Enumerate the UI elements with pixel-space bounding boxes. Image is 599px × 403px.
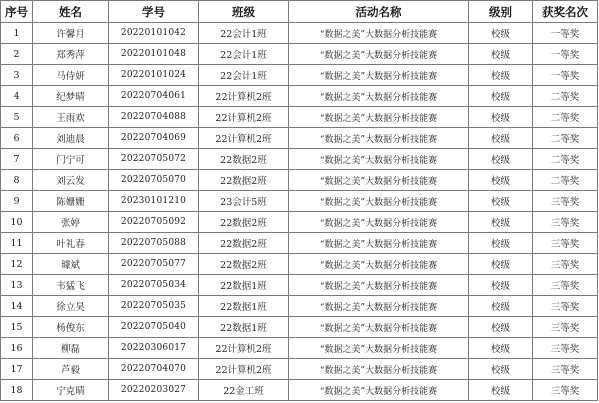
cell-class: 22会计1班 [199,23,289,44]
cell-award-rank: 三等奖 [533,296,598,317]
cell-level: 校级 [469,86,533,107]
cell-award-rank: 三等奖 [533,275,598,296]
table-row [1,359,598,380]
cell-student-id: 20220101048 [109,44,199,65]
cell-student-id: 20220704070 [109,359,199,380]
cell-award-rank: 一等奖 [533,23,598,44]
cell-award-rank: 三等奖 [533,317,598,338]
cell-serial-number: 2 [1,44,33,65]
cell-class: 22数据1班 [199,317,289,338]
cell-event-name: “数据之美”大数据分析技能赛 [289,128,469,149]
cell-event-name: “数据之美”大数据分析技能赛 [289,254,469,275]
cell-event-name: “数据之美”大数据分析技能赛 [289,296,469,317]
cell-event-name: “数据之美”大数据分析技能赛 [289,170,469,191]
cell-award-rank: 三等奖 [533,212,598,233]
cell-award-rank: 三等奖 [533,254,598,275]
table-row [1,44,598,65]
cell-name: 韦猛飞 [33,275,109,296]
cell-event-name: “数据之美”大数据分析技能赛 [289,191,469,212]
table-row [1,23,598,44]
cell-class: 22计算机2班 [199,359,289,380]
cell-name: 宁克晴 [33,380,109,401]
cell-level: 校级 [469,233,533,254]
cell-serial-number: 11 [1,233,33,254]
table-row [1,275,598,296]
cell-award-rank: 二等奖 [533,149,598,170]
cell-serial-number: 8 [1,170,33,191]
cell-name: 徐立昊 [33,296,109,317]
cell-class: 22数据1班 [199,275,289,296]
cell-name: 叶礼春 [33,233,109,254]
cell-student-id: 20220705040 [109,317,199,338]
header-event-name: 活动名称 [289,1,469,23]
cell-student-id: 20220704061 [109,86,199,107]
cell-serial-number: 13 [1,275,33,296]
cell-award-rank: 三等奖 [533,380,598,401]
cell-event-name: “数据之美”大数据分析技能赛 [289,275,469,296]
cell-serial-number: 14 [1,296,33,317]
cell-student-id: 20220306017 [109,338,199,359]
cell-name: 柳磊 [33,338,109,359]
cell-student-id: 20220101024 [109,65,199,86]
cell-student-id: 20220705034 [109,275,199,296]
cell-serial-number: 18 [1,380,33,401]
cell-name: 纪梦晴 [33,86,109,107]
cell-event-name: “数据之美”大数据分析技能赛 [289,107,469,128]
cell-award-rank: 二等奖 [533,86,598,107]
cell-serial-number: 7 [1,149,33,170]
cell-class: 22计算机2班 [199,128,289,149]
cell-award-rank: 二等奖 [533,128,598,149]
header-name: 姓名 [33,1,109,23]
cell-student-id: 20220203027 [109,380,199,401]
cell-name: 芦毅 [33,359,109,380]
cell-student-id: 20220704088 [109,107,199,128]
cell-name: 陈姗姗 [33,191,109,212]
cell-award-rank: 一等奖 [533,44,598,65]
cell-level: 校级 [469,170,533,191]
cell-level: 校级 [469,107,533,128]
cell-level: 校级 [469,23,533,44]
cell-serial-number: 17 [1,359,33,380]
table-header [1,1,598,23]
cell-level: 校级 [469,44,533,65]
cell-level: 校级 [469,359,533,380]
header-class: 班级 [199,1,289,23]
cell-class: 22数据2班 [199,149,289,170]
header-award-rank: 获奖名次 [533,1,598,23]
table-row [1,191,598,212]
cell-event-name: “数据之美”大数据分析技能赛 [289,149,469,170]
cell-award-rank: 三等奖 [533,191,598,212]
table-body [1,23,598,401]
cell-serial-number: 6 [1,128,33,149]
cell-level: 校级 [469,191,533,212]
cell-serial-number: 16 [1,338,33,359]
cell-class: 22数据1班 [199,296,289,317]
cell-level: 校级 [469,338,533,359]
cell-serial-number: 5 [1,107,33,128]
cell-serial-number: 4 [1,86,33,107]
cell-award-rank: 二等奖 [533,170,598,191]
cell-level: 校级 [469,317,533,338]
table-row [1,65,598,86]
cell-name: 马侍妍 [33,65,109,86]
table-row [1,170,598,191]
cell-class: 22计算机2班 [199,86,289,107]
table-row [1,254,598,275]
cell-event-name: “数据之美”大数据分析技能赛 [289,380,469,401]
cell-student-id: 20220704069 [109,128,199,149]
cell-student-id: 20220705070 [109,170,199,191]
cell-award-rank: 二等奖 [533,107,598,128]
cell-serial-number: 12 [1,254,33,275]
cell-level: 校级 [469,254,533,275]
cell-name: 王雨欢 [33,107,109,128]
cell-event-name: “数据之美”大数据分析技能赛 [289,359,469,380]
table-row [1,128,598,149]
cell-name: 杨俊东 [33,317,109,338]
cell-name: 张婷 [33,212,109,233]
cell-serial-number: 15 [1,317,33,338]
cell-student-id: 20230101210 [109,191,199,212]
cell-award-rank: 三等奖 [533,338,598,359]
header-serial-number: 序号 [1,1,33,23]
header-student-id: 学号 [109,1,199,23]
cell-name: 门宁可 [33,149,109,170]
cell-event-name: “数据之美”大数据分析技能赛 [289,338,469,359]
cell-student-id: 20220705092 [109,212,199,233]
cell-serial-number: 10 [1,212,33,233]
cell-event-name: “数据之美”大数据分析技能赛 [289,317,469,338]
cell-award-rank: 三等奖 [533,233,598,254]
cell-level: 校级 [469,149,533,170]
cell-name: 刘云发 [33,170,109,191]
table-row [1,296,598,317]
cell-serial-number: 9 [1,191,33,212]
cell-event-name: “数据之美”大数据分析技能赛 [289,212,469,233]
cell-level: 校级 [469,128,533,149]
cell-level: 校级 [469,212,533,233]
cell-class: 22计算机2班 [199,338,289,359]
cell-class: 22数据2班 [199,254,289,275]
table-row [1,86,598,107]
cell-award-rank: 一等奖 [533,65,598,86]
cell-class: 22计算机2班 [199,107,289,128]
header-row [1,1,598,23]
cell-name: 许馨月 [33,23,109,44]
table-row [1,233,598,254]
cell-name: 郑秀萍 [33,44,109,65]
cell-level: 校级 [469,65,533,86]
cell-award-rank: 三等奖 [533,359,598,380]
table-row [1,107,598,128]
cell-student-id: 20220705088 [109,233,199,254]
table-row [1,212,598,233]
table-row [1,338,598,359]
cell-student-id: 20220705072 [109,149,199,170]
cell-class: 22数据2班 [199,233,289,254]
cell-class: 23会计5班 [199,191,289,212]
cell-event-name: “数据之美”大数据分析技能赛 [289,65,469,86]
cell-serial-number: 1 [1,23,33,44]
cell-class: 22会计1班 [199,44,289,65]
cell-class: 22会计1班 [199,65,289,86]
cell-serial-number: 3 [1,65,33,86]
table-row [1,317,598,338]
cell-level: 校级 [469,380,533,401]
table-row [1,380,598,401]
cell-class: 22金工班 [199,380,289,401]
cell-event-name: “数据之美”大数据分析技能赛 [289,23,469,44]
cell-event-name: “数据之美”大数据分析技能赛 [289,233,469,254]
cell-student-id: 20220101042 [109,23,199,44]
cell-student-id: 20220705077 [109,254,199,275]
table-row [1,149,598,170]
cell-level: 校级 [469,275,533,296]
cell-class: 22数据2班 [199,212,289,233]
cell-level: 校级 [469,296,533,317]
cell-name: 璩斌 [33,254,109,275]
cell-event-name: “数据之美”大数据分析技能赛 [289,86,469,107]
header-level: 级别 [469,1,533,23]
cell-name: 刘迪晨 [33,128,109,149]
cell-student-id: 20220705035 [109,296,199,317]
cell-class: 22数据2班 [199,170,289,191]
cell-event-name: “数据之美”大数据分析技能赛 [289,44,469,65]
